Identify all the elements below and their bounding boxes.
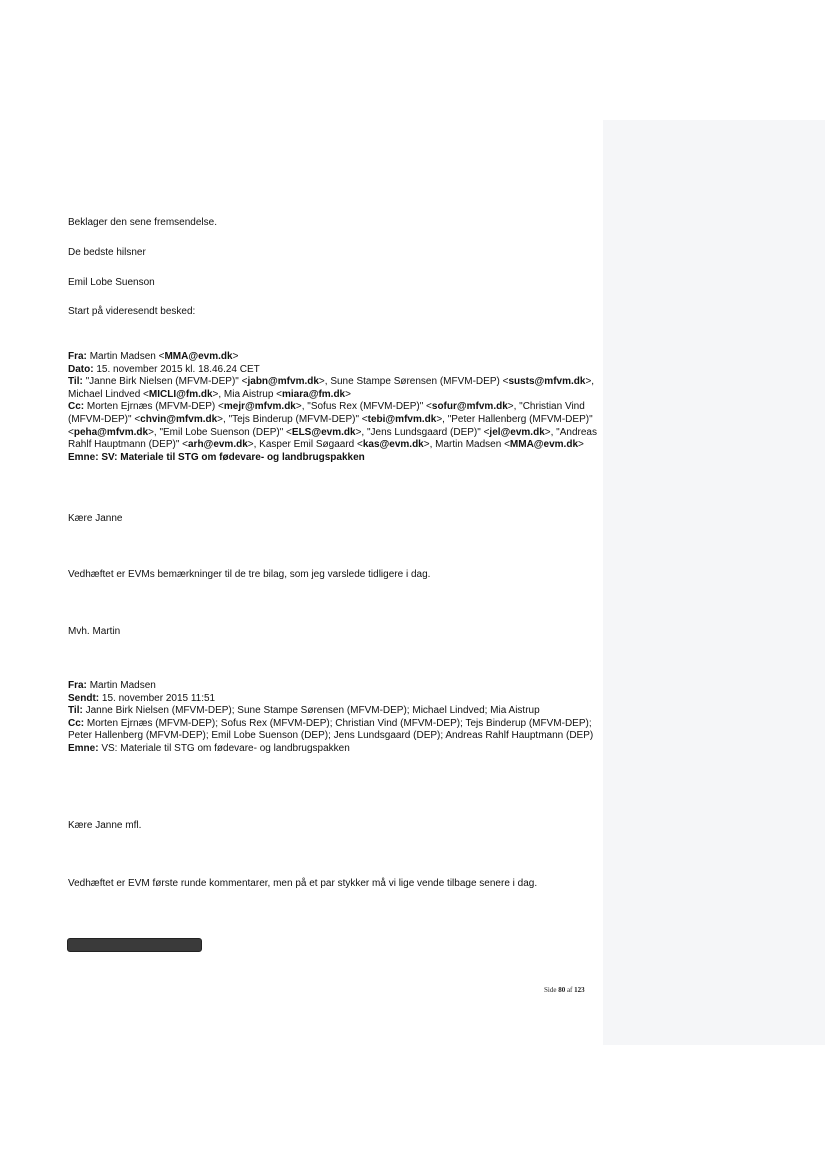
msg2-from xyxy=(68,680,608,693)
msg1-to xyxy=(68,376,608,401)
msg1-from-name: Martin Madsen < xyxy=(89,351,165,362)
intro-line-3: Emil Lobe Suenson xyxy=(68,277,155,288)
msg1-date-value: 15. november 2015 kl. 18.46.24 CET xyxy=(96,363,260,375)
msg2-body: Vedhæftet er EVM første runde kommentarer, men på et par stykker må vi lige vende tilbage senere i dag. xyxy=(68,878,538,889)
msg1-from-end: > xyxy=(232,351,239,362)
msg2-to xyxy=(68,705,608,718)
msg1-cc-text-1: Morten Ejrnæs (MFVM-DEP) < xyxy=(86,401,224,413)
page-total: 123 xyxy=(574,986,585,994)
msg1-cc-label: Cc: xyxy=(68,401,85,413)
msg1-cc-email-6[interactable]: ELS@evm.dk xyxy=(291,426,356,438)
msg1-to-email-4[interactable]: miara@fm.dk xyxy=(282,388,346,400)
msg1-cc-text-3: >, "Christian Vind (MFVM-DEP)" < xyxy=(68,401,585,425)
msg1-cc-email-2[interactable]: sofur@mfvm.dk xyxy=(431,401,508,413)
msg1-signoff: Mvh. Martin xyxy=(68,626,121,637)
msg2-greeting: Kære Janne mfl. xyxy=(68,820,142,831)
msg1-cc-email-3[interactable]: chvin@mfvm.dk xyxy=(140,413,218,425)
msg2-cc-label: Cc: xyxy=(68,717,85,729)
msg1-greeting: Kære Janne xyxy=(68,513,123,524)
msg1-to-email-3[interactable]: MICLI@fm.dk xyxy=(148,388,213,400)
msg1-to-email-1[interactable]: jabn@mfvm.dk xyxy=(247,376,319,388)
page-prefix: Side xyxy=(544,986,557,994)
intro-line-4: Start på videresendt besked: xyxy=(68,306,196,317)
redaction-bar xyxy=(67,938,202,952)
msg1-subject xyxy=(68,452,608,465)
msg1-cc-text-11: > xyxy=(578,439,584,451)
intro-line-2: De bedste hilsner xyxy=(68,247,146,258)
msg2-from-value: Martin Madsen xyxy=(89,680,156,691)
msg1-cc-text-2: >, "Sofus Rex (MFVM-DEP)" < xyxy=(295,401,432,413)
msg1-cc-text-9: >, Kasper Emil Søgaard < xyxy=(247,439,363,451)
msg2-to-label: Til: xyxy=(68,705,83,717)
msg2-from-label: Fra: xyxy=(68,680,87,691)
msg1-from-label: Fra: xyxy=(68,351,87,362)
msg2-cc-value: Morten Ejrnæs (MFVM-DEP); Sofus Rex (MFVM-DEP); Christian Vind (MFVM-DEP); Tejs Binderup (MFVM-DEP); Peter Hallenberg (MFVM-DEP); Emil Lobe Suenson (DEP); Jens Lundsgaard (DEP); Andreas Rahlf Hauptmann (DEP) xyxy=(68,717,594,742)
intro-line-1: Beklager den sene fremsendelse. xyxy=(68,217,217,228)
msg1-from xyxy=(68,351,608,364)
msg2-sent-value: 15. november 2015 11:51 xyxy=(101,692,216,704)
msg1-body: Vedhæftet er EVMs bemærkninger til de tre bilag, som jeg varslede tidligere i dag. xyxy=(68,569,431,580)
msg2-cc xyxy=(68,718,608,743)
msg1-cc-email-5[interactable]: peha@mfvm.dk xyxy=(73,426,149,438)
msg1-cc xyxy=(68,401,608,451)
msg1-cc-email-9[interactable]: kas@evm.dk xyxy=(362,439,424,451)
msg1-to-text-2: >, Sune Stampe Sørensen (MFVM-DEP) < xyxy=(318,376,509,388)
page-number xyxy=(544,986,585,994)
msg1-to-text-3: >, Michael Lindved < xyxy=(68,376,595,400)
msg2-subject xyxy=(68,743,608,756)
message-1-header xyxy=(68,351,608,464)
message-2-header xyxy=(68,680,608,756)
page-of: af xyxy=(566,986,573,994)
msg2-sent xyxy=(68,693,608,706)
msg1-cc-text-4: >, "Tejs Binderup (MFVM-DEP)" < xyxy=(217,413,368,425)
scan-margin-shade xyxy=(603,120,825,1045)
msg1-subject-label: Emne: xyxy=(68,451,99,463)
msg1-to-text-5: > xyxy=(345,388,351,400)
msg1-cc-text-5: >, "Peter Hallenberg (MFVM-DEP)" < xyxy=(68,413,593,438)
msg1-date-label: Dato: xyxy=(68,363,94,375)
msg2-sent-label: Sendt: xyxy=(68,692,100,704)
page-current: 80 xyxy=(558,986,566,994)
msg1-cc-email-8[interactable]: arh@evm.dk xyxy=(188,439,248,451)
msg2-to-value: Janne Birk Nielsen (MFVM-DEP); Sune Stampe Sørensen (MFVM-DEP); Michael Lindved; Mia Aistrup xyxy=(85,705,540,717)
msg1-to-text-1: "Janne Birk Nielsen (MFVM-DEP)" < xyxy=(85,376,248,388)
msg1-cc-text-6: >, "Emil Lobe Suenson (DEP)" < xyxy=(148,426,292,438)
msg1-to-label: Til: xyxy=(68,376,83,388)
msg2-subject-value: VS: Materiale til STG om fødevare- og landbrugspakken xyxy=(101,742,350,754)
msg1-from-email[interactable]: MMA@evm.dk xyxy=(164,351,233,362)
msg2-subject-label: Emne: xyxy=(68,742,99,754)
msg1-cc-text-7: >, "Jens Lundsgaard (DEP)" < xyxy=(355,426,490,438)
msg1-subject-value: SV: Materiale til STG om fødevare- og landbrugspakken xyxy=(101,451,365,463)
msg1-date xyxy=(68,364,608,377)
msg1-cc-email-10[interactable]: MMA@evm.dk xyxy=(509,439,579,451)
msg1-cc-email-4[interactable]: tebi@mfvm.dk xyxy=(367,413,437,425)
msg1-to-text-4: >, Mia Aistrup < xyxy=(212,388,283,400)
msg1-to-email-2[interactable]: susts@mfvm.dk xyxy=(508,376,586,388)
msg1-cc-email-1[interactable]: mejr@mfvm.dk xyxy=(223,401,296,413)
msg1-cc-text-10: >, Martin Madsen < xyxy=(423,439,510,451)
msg1-cc-email-7[interactable]: jel@evm.dk xyxy=(489,426,545,438)
msg1-cc-text-8: >, "Andreas Rahlf Hauptmann (DEP)" < xyxy=(68,426,597,451)
